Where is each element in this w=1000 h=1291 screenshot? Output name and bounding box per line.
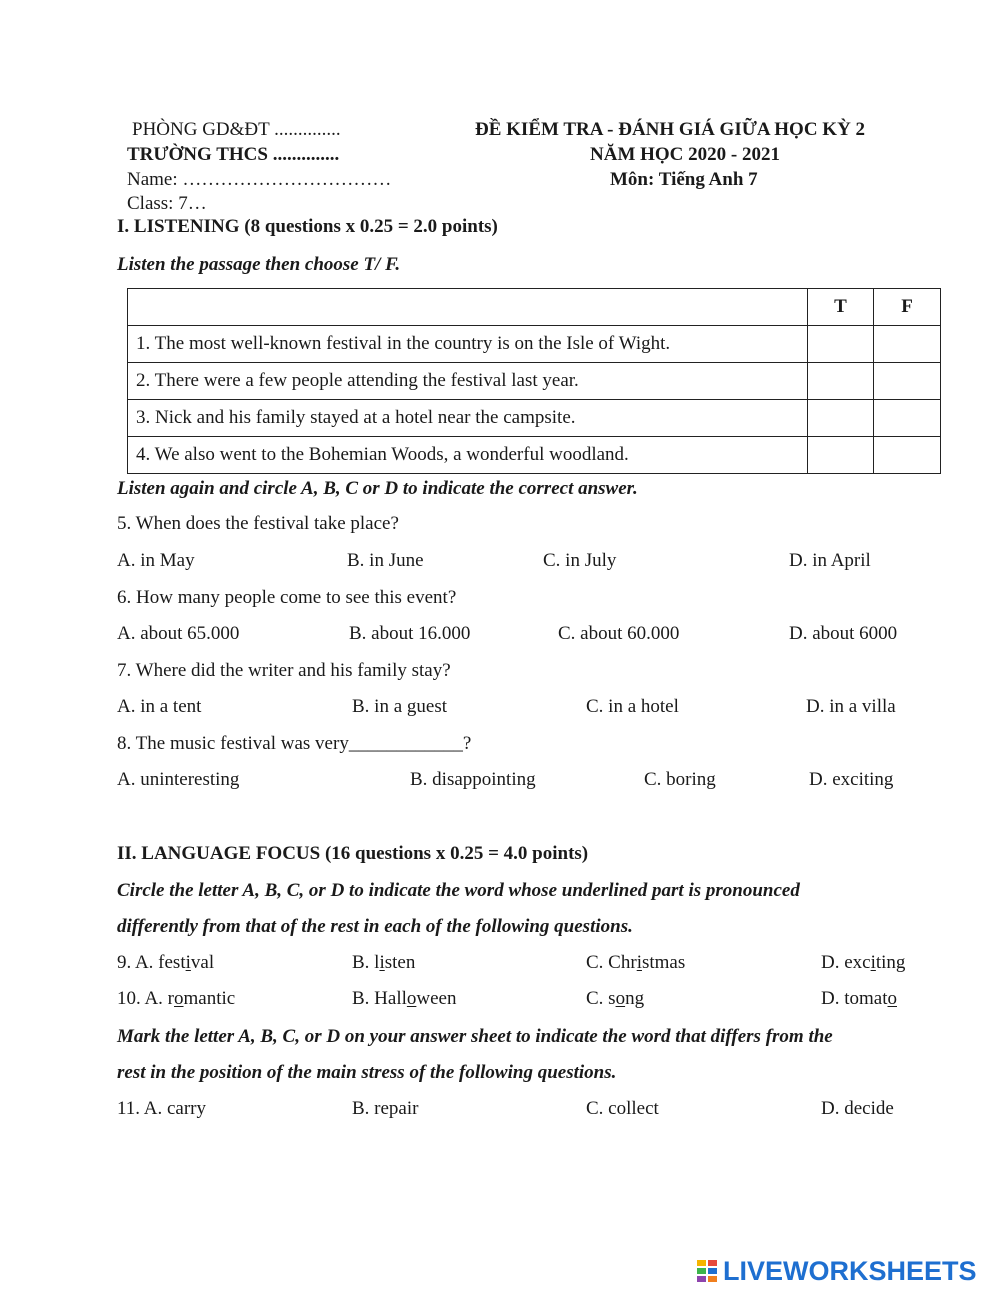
answer-cell-false-3[interactable] [874, 400, 941, 437]
q9-option-d[interactable] [821, 951, 905, 975]
dept-line: PHÒNG GD&ĐT .............. [132, 119, 341, 140]
q7-option-b[interactable]: B. in a guest [352, 696, 447, 717]
question-8: 8. The music festival was very____________? [117, 733, 472, 754]
q5-option-a[interactable]: A. in May [117, 550, 195, 571]
table-row [128, 363, 941, 400]
answer-cell-true-4[interactable] [808, 437, 874, 474]
q10-c-underlined: o [615, 988, 626, 1009]
statement-2: 2. There were a few people attending the festival last year. [128, 363, 808, 400]
q10-d-prefix: D. tomat [821, 988, 888, 1009]
q10-c-prefix: C. s [586, 988, 616, 1009]
answer-cell-false-1[interactable] [874, 326, 941, 363]
q9-number: 9. [117, 952, 132, 973]
answer-cell-true-3[interactable] [808, 400, 874, 437]
school-year: NĂM HỌC 2020 - 2021 [590, 144, 780, 165]
q9-a-underlined: i [185, 952, 191, 973]
liveworksheets-blocks-icon [697, 1258, 719, 1284]
q10-a-suffix: mantic [183, 988, 236, 1009]
q10-b-suffix: ween [416, 988, 457, 1009]
q11-option-c[interactable]: C. collect [586, 1098, 659, 1119]
q9-b-underlined: i [379, 952, 385, 973]
q10-c-suffix: ng [625, 988, 645, 1009]
q10-option-d[interactable] [821, 987, 897, 1011]
q8-option-a[interactable]: A. uninteresting [117, 769, 240, 790]
statement-3: 3. Nick and his family stayed at a hotel near the campsite. [128, 400, 808, 437]
q9-b-suffix: sten [384, 952, 416, 973]
stress-instruction-line2: rest in the position of the main stress of the following questions. [117, 1062, 617, 1083]
question-7: 7. Where did the writer and his family stay? [117, 660, 451, 681]
table-header-false: F [874, 289, 941, 326]
table-row [128, 400, 941, 437]
q6-option-b[interactable]: B. about 16.000 [349, 623, 471, 644]
question-6: 6. How many people come to see this event? [117, 587, 457, 608]
answer-cell-false-2[interactable] [874, 363, 941, 400]
school-line: TRƯỜNG THCS .............. [127, 144, 340, 165]
q9-c-prefix: C. Chr [586, 952, 637, 973]
q9-option-a[interactable] [135, 952, 214, 973]
q10-a-prefix: A. r [144, 988, 175, 1009]
q10-d-underlined: o [887, 988, 897, 1009]
answer-cell-false-4[interactable] [874, 437, 941, 474]
table-header-true: T [808, 289, 874, 326]
q11-number: 11. [117, 1098, 141, 1119]
liveworksheets-logo [697, 1256, 977, 1286]
q9-a-prefix: A. fest [134, 952, 186, 973]
q5-option-d[interactable]: D. in April [789, 550, 871, 571]
answer-cell-true-2[interactable] [808, 363, 874, 400]
q7-option-c[interactable]: C. in a hotel [586, 696, 679, 717]
q6-option-c[interactable]: C. about 60.000 [558, 623, 680, 644]
question-11 [117, 1097, 206, 1121]
table-row [128, 437, 941, 474]
question-9 [117, 951, 214, 975]
q10-option-c[interactable] [586, 987, 644, 1011]
listening-instruction-abcd: Listen again and circle A, B, C or D to indicate the correct answer. [117, 478, 638, 499]
table-row [128, 326, 941, 363]
listening-instruction-tf: Listen the passage then choose T/ F. [117, 254, 401, 275]
liveworksheets-wordmark: LIVEWORKSHEETS [723, 1255, 977, 1286]
q10-b-underlined: o [406, 988, 417, 1009]
q8-option-b[interactable]: B. disappointing [410, 769, 536, 790]
q7-option-d[interactable]: D. in a villa [806, 696, 896, 717]
q11-option-d[interactable]: D. decide [821, 1098, 894, 1119]
q11-option-a[interactable]: A. carry [143, 1098, 206, 1119]
q9-d-underlined: i [870, 952, 876, 973]
q8-option-c[interactable]: C. boring [644, 769, 716, 790]
q9-option-b[interactable] [352, 951, 415, 975]
subject: Môn: Tiếng Anh 7 [610, 169, 758, 190]
stress-instruction-line1: Mark the letter A, B, C, or D on your answer sheet to indicate the word that differs from the [117, 1026, 833, 1047]
q9-b-prefix: B. l [352, 952, 380, 973]
question-10 [117, 987, 235, 1011]
q7-option-a[interactable]: A. in a tent [117, 696, 202, 717]
statement-1: 1. The most well-known festival in the country is on the Isle of Wight. [128, 326, 808, 363]
pronunciation-instruction-line2: differently from that of the rest in each of the following questions. [117, 916, 633, 937]
statement-4: 4. We also went to the Bohemian Woods, a wonderful woodland. [128, 437, 808, 474]
q9-c-underlined: i [636, 952, 642, 973]
table-header-row [128, 289, 941, 326]
table-header-statement [128, 289, 808, 326]
q9-option-c[interactable] [586, 951, 685, 975]
q8-option-d[interactable]: D. exciting [809, 769, 894, 790]
q9-a-suffix: val [190, 952, 215, 973]
q6-option-a[interactable]: A. about 65.000 [117, 623, 240, 644]
answer-cell-true-1[interactable] [808, 326, 874, 363]
q9-c-suffix: stmas [641, 952, 686, 973]
true-false-table [127, 288, 941, 474]
q11-option-b[interactable]: B. repair [352, 1098, 419, 1119]
q5-option-b[interactable]: B. in June [347, 550, 424, 571]
exam-title: ĐỀ KIỂM TRA - ĐÁNH GIÁ GIỮA HỌC KỲ 2 [475, 119, 866, 140]
q10-a-underlined: o [174, 988, 184, 1009]
q6-option-d[interactable]: D. about 6000 [789, 623, 898, 644]
pronunciation-instruction-line1: Circle the letter A, B, C, or D to indicate the word whose underlined part is pronounced [117, 880, 800, 901]
q9-d-suffix: ting [875, 952, 906, 973]
section-language-focus-title: II. LANGUAGE FOCUS (16 questions x 0.25 = 4.0 points) [117, 843, 589, 864]
student-class-line: Class: 7… [127, 193, 207, 214]
question-5: 5. When does the festival take place? [117, 513, 399, 534]
q9-d-prefix: D. exc [821, 952, 871, 973]
q10-option-b[interactable] [352, 987, 456, 1011]
q10-b-prefix: B. Hall [352, 988, 407, 1009]
q10-number: 10. [117, 988, 141, 1009]
q10-option-a[interactable] [144, 988, 235, 1009]
q5-option-c[interactable]: C. in July [543, 550, 617, 571]
student-name-line: Name: …………………………… [127, 169, 392, 190]
section-listening-title: I. LISTENING (8 questions x 0.25 = 2.0 points) [117, 216, 498, 237]
